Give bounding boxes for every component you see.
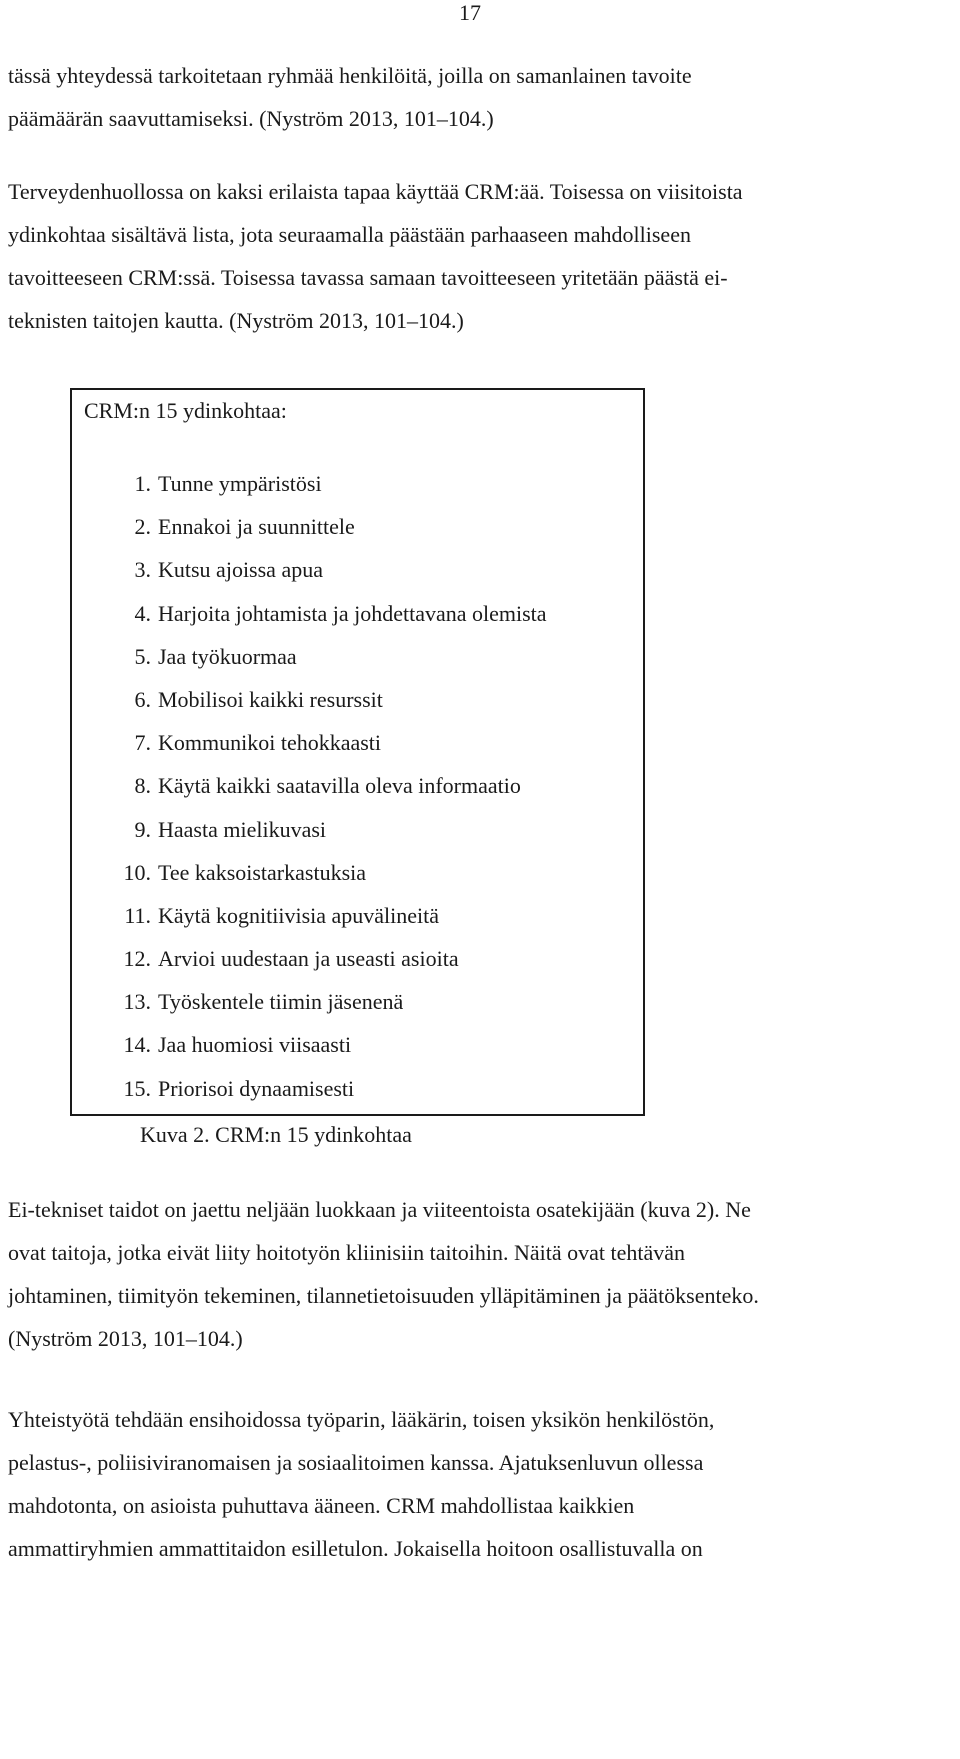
text-line: mahdotonta, on asioista puhuttava ääneen. CRM mahdollistaa kaikkien <box>8 1493 635 1518</box>
list-item-text: Käytä kaikki saatavilla oleva informaatio <box>158 773 521 799</box>
text-line: johtaminen, tiimityön tekeminen, tilannetietoisuuden ylläpitäminen ja päätöksenteko. <box>8 1283 759 1308</box>
list-item-text: Arvioi uudestaan ja useasti asioita <box>158 946 459 972</box>
list-item-text: Jaa huomiosi viisaasti <box>158 1032 352 1058</box>
list-item-text: Haasta mielikuvasi <box>158 816 327 842</box>
text-line: tavoitteeseen CRM:ssä. Toisessa tavassa samaan tavoitteeseen yritetään päästä ei- <box>8 265 728 290</box>
list-item-text: Mobilisoi kaikki resurssit <box>158 686 383 712</box>
list-item-number: 14. <box>123 1032 151 1058</box>
list-item-text: Tee kaksoistarkastuksia <box>158 859 367 885</box>
list-item-text: Priorisoi dynaamisesti <box>158 1075 355 1101</box>
text-line: päämäärän saavuttamiseksi. (Nyström 2013, 101–104.) <box>8 106 494 131</box>
paragraph-intro <box>8 54 948 140</box>
text-line: pelastus-, poliisiviranomaisen ja sosiaalitoimen kanssa. Ajatuksenluvun ollessa <box>8 1450 704 1475</box>
text-line: ammattiryhmien ammattitaidon esilletulon. Jokaisella hoitoon osallistuvalla on <box>8 1536 703 1561</box>
text-line: Ei-tekniset taidot on jaettu neljään luokkaan ja viiteentoista osatekijään (kuva 2). Ne <box>8 1197 751 1222</box>
crm-box-title: CRM:n 15 ydinkohtaa: <box>84 398 287 423</box>
list-item-number: 5. <box>134 643 151 669</box>
list-item-number: 7. <box>134 730 151 756</box>
list-item-text: Harjoita johtamista ja johdettavana olemista <box>158 600 547 626</box>
text-line: (Nyström 2013, 101–104.) <box>8 1326 243 1351</box>
figure-caption: Kuva 2. CRM:n 15 ydinkohtaa <box>140 1122 412 1147</box>
paragraph-cooperation <box>8 1398 948 1570</box>
list-item-number: 4. <box>134 600 151 626</box>
crm-checklist-box <box>70 388 645 1116</box>
page-number: 17 <box>459 0 481 25</box>
list-item-text: Ennakoi ja suunnittele <box>158 514 355 540</box>
text-line: tässä yhteydessä tarkoitetaan ryhmää henkilöitä, joilla on samanlainen tavoite <box>8 63 692 88</box>
list-item-number: 10. <box>123 859 151 885</box>
list-item-text: Tunne ympäristösi <box>158 471 322 496</box>
text-line: ovat taitoja, jotka eivät liity hoitotyön kliinisiin taitoihin. Näitä ovat tehtävän <box>8 1240 685 1265</box>
list-item-number: 13. <box>123 989 151 1015</box>
text-line: ydinkohtaa sisältävä lista, jota seuraamalla päästään parhaaseen mahdolliseen <box>8 222 691 247</box>
list-item-number: 6. <box>134 686 151 712</box>
list-item-number: 2. <box>134 514 151 540</box>
list-item-text: Työskentele tiimin jäsenenä <box>158 989 404 1015</box>
list-item-text: Kommunikoi tehokkaasti <box>158 730 382 756</box>
list-item-number: 3. <box>134 557 151 583</box>
list-item-text: Jaa työkuormaa <box>158 643 297 669</box>
list-item-number: 15. <box>123 1075 151 1101</box>
list-item-number: 12. <box>123 946 151 972</box>
list-item-number: 11. <box>124 902 151 928</box>
list-item-number: 9. <box>134 816 151 842</box>
paragraph-crm-usage <box>8 170 948 342</box>
paragraph-non-technical-skills <box>8 1188 948 1360</box>
list-item-text: Kutsu ajoissa apua <box>158 557 323 583</box>
list-item-number: 1. <box>134 471 151 496</box>
text-line: Yhteistyötä tehdään ensihoidossa työparin, lääkärin, toisen yksikön henkilöstön, <box>8 1407 715 1432</box>
text-line: Terveydenhuollossa on kaksi erilaista tapaa käyttää CRM:ää. Toisessa on viisitoista <box>8 179 743 204</box>
list-item-text: Käytä kognitiivisia apuvälineitä <box>158 902 440 928</box>
text-line: teknisten taitojen kautta. (Nyström 2013, 101–104.) <box>8 308 464 333</box>
list-item-number: 8. <box>134 773 151 799</box>
